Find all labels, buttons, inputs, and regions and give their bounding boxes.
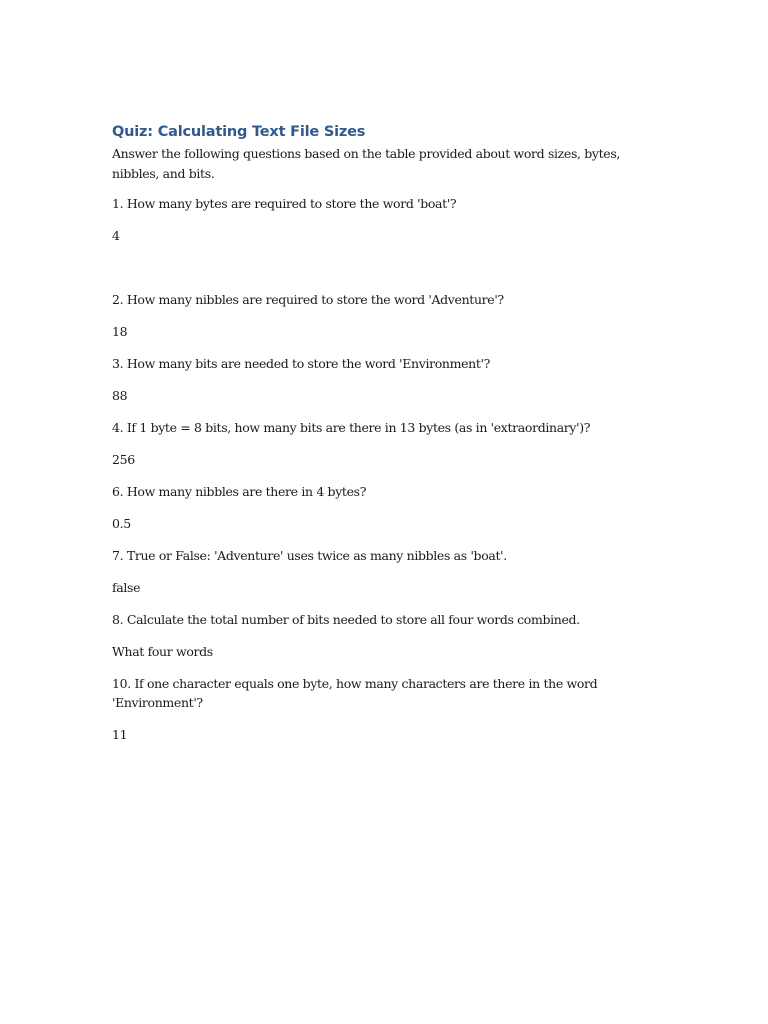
question-2: 2. How many nibbles are required to store the word 'Adventure'?: [112, 292, 504, 307]
quiz-title: Quiz: Calculating Text File Sizes: [112, 124, 366, 140]
question-8: 8. Calculate the total number of bits needed to store all four words combined.: [112, 612, 580, 627]
answer-6: 0.5: [112, 516, 131, 531]
question-10: 10. If one character equals one byte, how many characters are there in the word 'Environment'?: [112, 676, 598, 710]
question-7: 7. True or False: 'Adventure' uses twice as many nibbles as 'boat'.: [112, 548, 507, 563]
answer-8: What four words: [112, 644, 213, 659]
question-3: 3. How many bits are needed to store the word 'Environment'?: [112, 356, 490, 371]
question-1: 1. How many bytes are required to store the word 'boat'?: [112, 196, 457, 211]
quiz-instructions: Answer the following questions based on the table provided about word sizes, bytes, nibbles, and bits.: [112, 146, 621, 181]
answer-7: false: [112, 580, 141, 595]
answer-4: 256: [112, 452, 135, 467]
question-6: 6. How many nibbles are there in 4 bytes?: [112, 484, 367, 499]
question-4: 4. If 1 byte = 8 bits, how many bits are there in 13 bytes (as in 'extraordinary')?: [112, 420, 591, 435]
answer-1: 4: [112, 228, 120, 243]
quiz-document: [112, 124, 632, 757]
answer-10: 11: [112, 727, 128, 742]
answer-3: 88: [112, 388, 128, 403]
answer-2: 18: [112, 324, 128, 339]
